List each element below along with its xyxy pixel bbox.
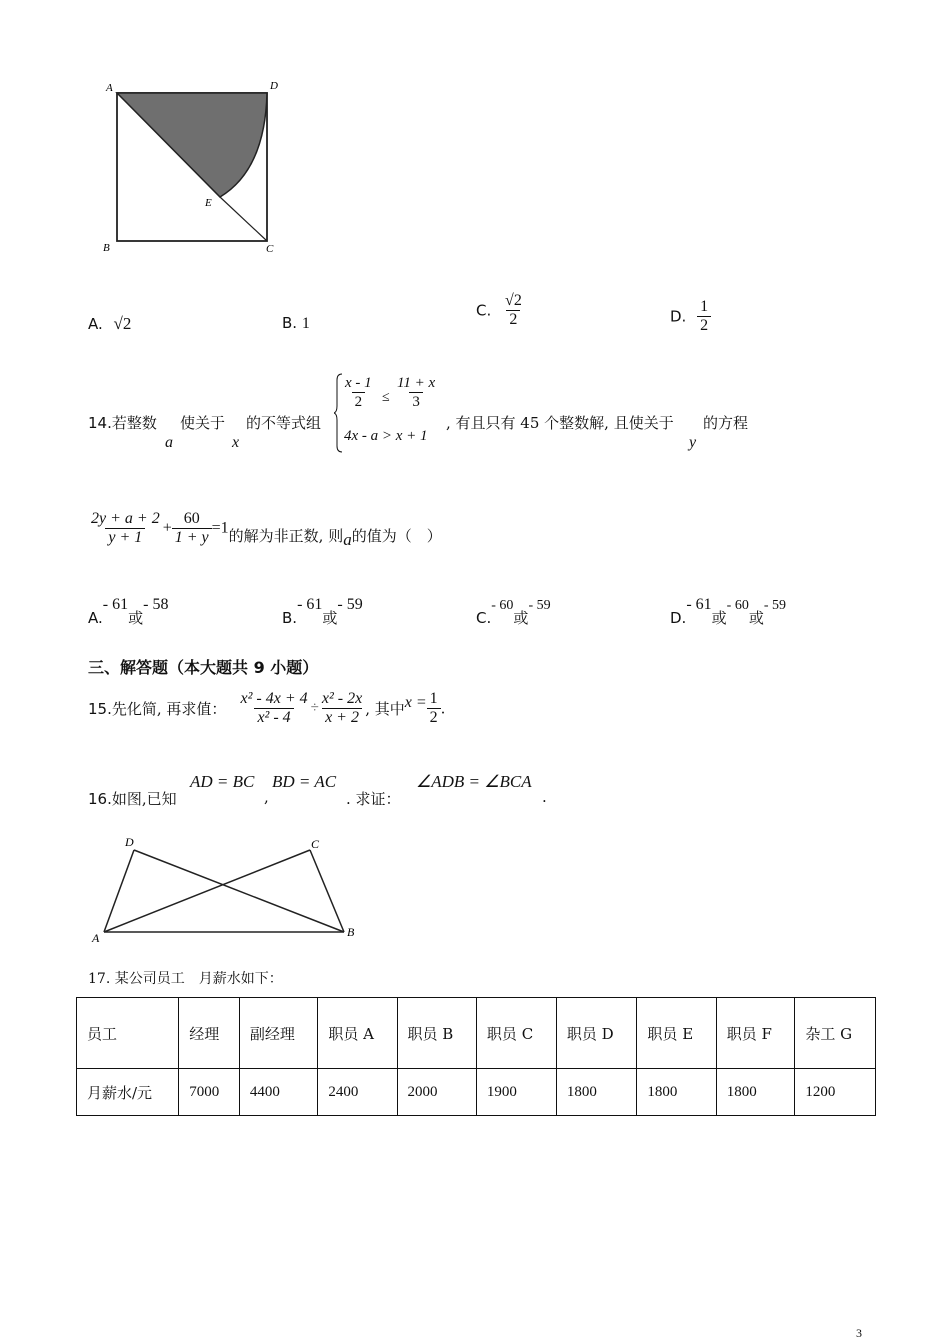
table-cell: 1800 bbox=[556, 1069, 637, 1116]
table-cell: 7000 bbox=[179, 1069, 240, 1116]
table-cell: 2000 bbox=[397, 1069, 476, 1116]
q14-text4: , 有且只有 45 个整数解, 且使关于 bbox=[446, 414, 674, 432]
q13-option-d[interactable]: D. $\frac{1}{2}$ bbox=[670, 298, 711, 335]
label-b: B bbox=[103, 242, 110, 254]
figure-13-square-diagram bbox=[100, 75, 290, 260]
table-header-cell: 职员 A bbox=[318, 998, 397, 1069]
table-cell: 1800 bbox=[716, 1069, 795, 1116]
q13-option-a[interactable]: A. √2 bbox=[88, 314, 132, 333]
label-b: B bbox=[347, 925, 355, 939]
q14-option-a[interactable]: A.- 61或- 58 bbox=[88, 596, 169, 627]
table-cell: 4400 bbox=[239, 1069, 317, 1116]
q14-var-x: x bbox=[232, 434, 240, 451]
label-c: C bbox=[311, 837, 320, 851]
section-3-heading: 三、解答题（本大题共 9 小题） bbox=[88, 658, 319, 677]
table-cell: 1900 bbox=[476, 1069, 556, 1116]
table-row-header bbox=[77, 998, 876, 1069]
table-header-cell: 副经理 bbox=[239, 998, 317, 1069]
segment-ec bbox=[220, 197, 267, 241]
q16-intro: 16.如图,已知 bbox=[88, 790, 177, 808]
table-header-cell: 职员 F bbox=[716, 998, 795, 1069]
table-row-label: 月薪水/元 bbox=[77, 1069, 179, 1116]
q14-text5: 的方程 bbox=[703, 414, 749, 432]
label-d: D bbox=[125, 835, 134, 849]
label-a: A bbox=[106, 82, 113, 94]
q16-goal: ∠ADB = ∠BCA bbox=[416, 772, 532, 791]
q14-text3: 的不等式组 bbox=[246, 414, 322, 432]
figure-16-quadrilateral bbox=[88, 832, 368, 947]
q13-option-b[interactable]: B. 1 bbox=[282, 314, 310, 332]
table-header-cell: 职员 B bbox=[397, 998, 476, 1069]
q14-option-b[interactable]: B.- 61或- 59 bbox=[282, 596, 363, 627]
q14-equation: $\frac{2y + a + 2}{y + 1}$ + $\frac{60}{1 + y}$ =1的解为非正数, 则a的值为（ ） bbox=[91, 510, 442, 549]
page-number: 3 bbox=[856, 1326, 862, 1340]
table-header-cell: 经理 bbox=[179, 998, 240, 1069]
table-cell: 1800 bbox=[637, 1069, 716, 1116]
table-row-salary bbox=[77, 1069, 876, 1116]
q14-text2: 使关于 bbox=[180, 414, 226, 432]
q14-text-line1: 14.若整数 bbox=[88, 414, 157, 432]
q16-cond2: BD = AC bbox=[272, 772, 337, 791]
table-header-cell: 职员 C bbox=[476, 998, 556, 1069]
table-cell: 2400 bbox=[318, 1069, 397, 1116]
label-d: D bbox=[270, 80, 278, 92]
q14-var-y: y bbox=[689, 434, 697, 451]
label-c: C bbox=[266, 243, 274, 255]
q13-option-c[interactable]: C. $\frac{√2}{2}$ bbox=[476, 292, 522, 328]
q17-intro: 17. 某公司员工 月薪水如下： bbox=[88, 971, 283, 987]
table-header-cell: 职员 D bbox=[556, 998, 637, 1069]
q14-inequality-system: $\frac{x - 1}{2}$ ≤ $\frac{11 + x}{3}$ 4x - a > x + 1 bbox=[334, 372, 446, 454]
q14-option-c[interactable]: C.- 60或- 59 bbox=[476, 598, 551, 627]
label-e: E bbox=[205, 197, 212, 209]
table-header-cell: 职员 E bbox=[637, 998, 716, 1069]
q16-text2: . 求证： bbox=[346, 790, 401, 808]
q16-cond1: AD = BC bbox=[190, 772, 255, 791]
q16-end: . bbox=[542, 788, 547, 806]
table-header-cell: 员工 bbox=[77, 998, 179, 1069]
shaded-region bbox=[117, 93, 267, 197]
label-a: A bbox=[92, 931, 100, 945]
q14-option-d[interactable]: D.- 61或- 60或- 59 bbox=[670, 596, 787, 627]
salary-table bbox=[76, 997, 876, 1116]
table-header-cell: 杂工 G bbox=[795, 998, 876, 1069]
q16-comma: , bbox=[264, 788, 269, 806]
q15: 15.先化简, 再求值： $\frac{\text{x² - 4x + 4}}{\text{x² - 4}}$ ÷ $\frac{\text{x² - 2x}}{x + 2}$ , 其中x = $\frac{1}{2}$ . bbox=[88, 690, 446, 726]
q14-var-a: a bbox=[165, 434, 173, 451]
table-cell: 1200 bbox=[795, 1069, 876, 1116]
